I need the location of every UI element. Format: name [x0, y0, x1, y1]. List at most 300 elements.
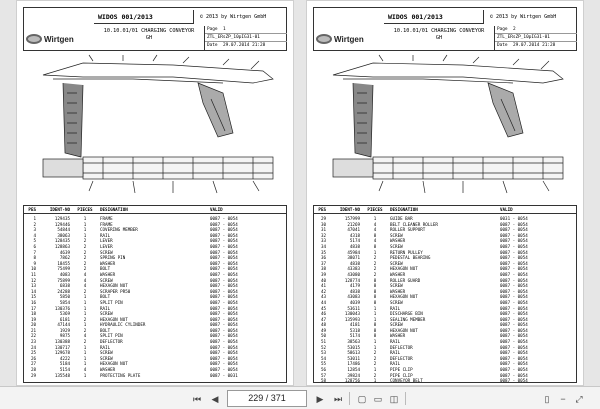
cell-pieces: 1 [83, 355, 87, 361]
cell-pes: 3 [33, 227, 36, 233]
cell-pieces: 1 [83, 299, 87, 305]
cell-valid: 0087 - 0054 [210, 260, 238, 266]
cell-pes: 5 [33, 238, 36, 244]
col-valid: VALID [210, 207, 223, 212]
cell-ident: 53611 [347, 305, 360, 311]
cell-pes: 4 [33, 232, 36, 238]
table-header [314, 206, 576, 214]
cell-designation: DEFLECTOR [390, 355, 413, 361]
wirtgen-logo [26, 30, 90, 48]
cell-designation: SCREW [390, 232, 403, 238]
cell-pieces: 1 [83, 227, 87, 233]
cell-ident: 12854 [347, 367, 360, 373]
cell-ident: 4838 [349, 260, 360, 266]
cell-designation: SCREW [390, 260, 403, 266]
cell-pes: 32 [320, 232, 326, 238]
page-label: Page [497, 27, 508, 32]
cell-pes: 37 [320, 260, 326, 266]
cell-ident: 5174 [349, 238, 360, 244]
cell-valid: 0087 - 0054 [210, 238, 238, 244]
cell-ident: 43383 [347, 266, 360, 272]
next-icon[interactable]: ▶ [316, 394, 324, 404]
cell-designation: HEXAGON NUT [100, 283, 128, 289]
table-body [314, 214, 576, 384]
cell-valid: 0087 - 0054 [500, 299, 528, 305]
cell-pieces: 8 [373, 232, 377, 238]
cell-pieces: 1 [373, 311, 377, 317]
prev-icon[interactable]: ◀ [211, 394, 219, 404]
cell-pieces: 2 [83, 243, 87, 249]
cell-valid: 0087 - 0054 [500, 221, 528, 227]
cell-designation: BOLT [100, 327, 111, 333]
cell-valid: 0087 - 0054 [500, 238, 528, 244]
col-pes: PES [318, 207, 326, 212]
cell-designation: HEXAGON NUT [390, 294, 418, 300]
cell-pes: 53 [320, 350, 326, 356]
toolbar-divider [349, 392, 350, 405]
cell-pieces: 1 [83, 350, 87, 356]
cell-designation: WASHER [390, 288, 406, 294]
cell-valid: 0087 - 0054 [210, 333, 238, 339]
cell-valid: 0087 - 0054 [210, 339, 238, 345]
cell-pes: 23 [30, 339, 36, 345]
cell-pieces: 2 [83, 339, 87, 345]
col-pieces: PIECES [367, 207, 383, 212]
cell-ident: 5854 [59, 299, 70, 305]
cell-pes: 54 [320, 355, 326, 361]
cell-pes: 1 [33, 216, 36, 221]
cell-pes: 31 [320, 227, 326, 233]
cell-pes: 51 [320, 339, 326, 345]
cell-pes: 40 [320, 277, 326, 283]
cell-pes: 50 [320, 333, 326, 339]
cell-designation: RAIL [390, 350, 401, 356]
cell-valid: 0087 - 0054 [500, 327, 528, 333]
cell-ident: 17486 [347, 361, 360, 367]
cell-ident: 4318 [349, 232, 360, 238]
single-page-icon[interactable]: ▯ [544, 394, 550, 404]
cell-pes: 56 [320, 367, 326, 373]
cell-pieces: 2 [373, 372, 377, 378]
cell-valid: 0087 - 0054 [210, 271, 238, 277]
cell-pes: 57 [320, 372, 326, 378]
cell-valid: 0087 - 0054 [210, 344, 238, 350]
copyright-text: © 2013 by Wirtgen GmbH [490, 14, 557, 20]
cell-pes: 26 [30, 355, 36, 361]
cell-pes: 36 [320, 255, 326, 261]
cell-valid: 0087 - 0054 [210, 277, 238, 283]
cell-pes: 46 [320, 311, 326, 317]
logo-brand: Wirtgen [334, 34, 364, 44]
cell-ident: 38071 [347, 255, 360, 261]
cell-pes: 38 [320, 266, 326, 272]
cell-ident: 45984 [347, 249, 360, 255]
cell-designation: HEXAGON NUT [390, 327, 418, 333]
cell-pieces: 1 [373, 316, 377, 322]
skip-back-icon[interactable]: ⏮ [192, 394, 202, 404]
meta-box [494, 26, 577, 51]
cell-valid: 0087 - 0054 [210, 221, 238, 227]
cell-pieces: 2 [83, 238, 87, 244]
cell-designation: SCRAPER PR50 [100, 288, 131, 294]
cell-ident: 54844 [57, 227, 70, 233]
cell-pieces: 1 [373, 367, 377, 373]
table-body [24, 214, 286, 378]
cell-valid: 0087 - 0031 [210, 372, 238, 378]
cell-valid: 0087 - 0054 [210, 227, 238, 233]
cell-designation: SCREW [100, 277, 113, 283]
cell-pieces: 2 [373, 350, 377, 356]
cell-valid: 0087 - 0054 [210, 361, 238, 367]
cell-pieces: 2 [373, 355, 377, 361]
cell-pes: 35 [320, 249, 326, 255]
cell-ident: 130376 [54, 305, 70, 311]
col-designation: DESIGNATION [100, 207, 128, 212]
two-page-icon[interactable]: ◫ [389, 394, 399, 404]
left-page [16, 0, 294, 386]
cell-ident: 129435 [54, 216, 70, 221]
cell-pieces: 8 [373, 299, 377, 305]
cell-pieces: 2 [373, 255, 377, 261]
cell-ident: 128863 [54, 243, 70, 249]
cell-pieces: 4 [83, 271, 87, 277]
col-pieces: PIECES [77, 207, 93, 212]
cell-designation: FRAME [100, 221, 113, 227]
cell-designation: SEALING MEMBER [390, 316, 426, 322]
date-label: Date [207, 43, 218, 48]
col-ident: IDENT-NO [49, 207, 70, 212]
cell-pes: 17 [30, 305, 36, 311]
cell-pieces: 4 [373, 221, 377, 227]
cell-pes: 30 [320, 221, 326, 227]
cell-valid: 0087 - 0054 [500, 271, 528, 277]
cell-valid: 0087 - 0054 [210, 283, 238, 289]
skip-forward-icon[interactable]: ⏭ [333, 394, 343, 404]
cell-ident: 21269 [347, 221, 360, 227]
section-title-line1: 10.10.01/01 CHARGING CONVEYOR [103, 28, 195, 34]
cell-pes: 28 [30, 367, 36, 373]
logo-brand: Wirtgen [44, 34, 74, 44]
cell-pieces: 2 [83, 266, 87, 272]
cell-pes: 19 [30, 316, 36, 322]
cell-pes: 9 [33, 260, 36, 266]
cell-pes: 29 [30, 372, 36, 378]
cell-ident: 135548 [54, 372, 70, 378]
fit-width-icon[interactable]: ▭ [373, 394, 383, 404]
cell-valid: 0087 - 0054 [210, 305, 238, 311]
zoom-in-icon[interactable]: ⤢ [575, 394, 583, 404]
cell-pieces: 2 [373, 271, 377, 277]
cell-designation: RAIL [390, 339, 401, 345]
cell-designation: PEDESTAL BEARING [390, 255, 431, 261]
table-row [24, 373, 286, 379]
cell-ident: 5174 [349, 333, 360, 339]
model-number: WIDOS 001/2013 [94, 10, 194, 24]
cell-ident: 4838 [349, 288, 360, 294]
model-number: WIDOS 001/2013 [384, 10, 484, 24]
cell-designation: RETURN PULLEY [390, 249, 423, 255]
cell-pieces: 8 [373, 283, 377, 289]
cell-ident: 38563 [347, 339, 360, 345]
cell-pieces: 1 [373, 216, 377, 221]
cell-valid: 0087 - 0054 [500, 316, 528, 322]
cell-valid: 0087 - 0054 [210, 216, 238, 221]
cell-pieces: 4 [83, 367, 87, 373]
cell-valid: 0087 - 0054 [210, 249, 238, 255]
cell-pes: 34 [320, 243, 326, 249]
cell-designation: RAIL [100, 305, 111, 311]
cell-ident: 9875 [59, 333, 70, 339]
date-label: Date [497, 43, 508, 48]
cell-ident: 6181 [59, 316, 70, 322]
cell-pes: 25 [30, 350, 36, 356]
cell-designation: SCREW [100, 311, 113, 317]
cell-ident: 38063 [57, 232, 70, 238]
cell-valid: 0087 - 0054 [210, 255, 238, 261]
cell-pes: 11 [30, 271, 36, 277]
cell-pes: 6 [33, 243, 36, 249]
cell-pes: 39 [320, 271, 326, 277]
cell-designation: BELT CLEANER ROLLER [390, 221, 438, 227]
cell-valid: 0087 - 0054 [500, 367, 528, 373]
cell-pieces: 2 [373, 266, 377, 272]
cell-designation: ROLLER SUPPORT [390, 227, 426, 233]
cell-valid: 0087 - 0054 [500, 283, 528, 289]
cell-ident: 128756 [344, 378, 360, 384]
cell-valid: 0087 - 0054 [500, 294, 528, 300]
cell-ident: 47144 [57, 322, 70, 328]
col-ident: IDENT-NO [339, 207, 360, 212]
cell-pieces: 4 [373, 227, 377, 233]
cell-designation: WASHER [390, 333, 406, 339]
cell-pes: 15 [30, 294, 36, 300]
cell-ident: 4639 [59, 249, 70, 255]
cell-ident: 18455 [57, 260, 70, 266]
cell-pieces: 2 [83, 249, 87, 255]
cell-pes: 7 [33, 249, 36, 255]
cell-pieces: 1 [83, 232, 87, 238]
page-value: 2 [513, 27, 516, 32]
cell-designation: LEVER [100, 243, 113, 249]
cell-designation: SCREW [100, 355, 113, 361]
cell-valid: 0087 - 0054 [210, 350, 238, 356]
cell-pieces: 4 [83, 283, 87, 289]
fit-page-icon[interactable]: ▢ [357, 394, 367, 404]
cell-designation: DEFLECTOR [390, 344, 413, 350]
cell-pieces: 1 [83, 294, 87, 300]
cell-ident: 7862 [59, 255, 70, 261]
cell-pes: 21 [30, 327, 36, 333]
cell-pieces: 1 [83, 216, 87, 221]
cell-valid: 0087 - 0054 [500, 322, 528, 328]
section-title [384, 28, 494, 42]
col-valid: VALID [500, 207, 513, 212]
table-header [24, 206, 286, 214]
cell-valid: 0087 - 0054 [500, 243, 528, 249]
cell-pieces: 2 [83, 255, 87, 261]
cell-ident: 75899 [57, 277, 70, 283]
cell-pes: 43 [320, 294, 326, 300]
col-designation: DESIGNATION [390, 207, 418, 212]
page-indicator[interactable]: 229 / 371 [227, 390, 307, 407]
ref-value: ZTL_ERsZP_10pIG31-01 [497, 35, 550, 40]
cell-designation: DEFLECTOR [100, 339, 123, 345]
cell-ident: 157999 [344, 216, 360, 221]
cell-valid: 0087 - 0054 [210, 316, 238, 322]
cell-ident: 53011 [347, 355, 360, 361]
cell-valid: 0087 - 0054 [500, 277, 528, 283]
section-title-line2: GH [435, 35, 443, 41]
parts-table [313, 205, 577, 383]
date-value: 29.07.2014 21:28 [223, 43, 266, 48]
cell-pes: 47 [320, 316, 326, 322]
cell-ident: 128774 [344, 277, 360, 283]
cell-valid: 0087 - 0054 [500, 266, 528, 272]
cell-designation: SCREW [390, 322, 403, 328]
cell-designation: GUIDE BAR [390, 216, 413, 221]
cell-ident: 4222 [59, 355, 70, 361]
date-value: 29.07.2014 21:28 [513, 43, 556, 48]
cell-valid: 0087 - 0054 [500, 378, 528, 384]
cell-designation: ROLLER GUARD [390, 277, 421, 283]
cell-valid: 0087 - 0054 [210, 355, 238, 361]
cell-valid: 0087 - 0054 [210, 327, 238, 333]
cell-ident: 39824 [347, 372, 360, 378]
cell-pes: 14 [30, 288, 36, 294]
cell-designation: HEXAGON NUT [390, 266, 418, 272]
cell-designation: PIPE CLIP [390, 372, 413, 378]
cell-ident: 4838 [349, 243, 360, 249]
cell-valid: 0087 - 0054 [210, 266, 238, 272]
cell-pes: 8 [33, 255, 36, 261]
parts-table [23, 205, 287, 383]
cell-pes: 2 [33, 221, 36, 227]
section-title [94, 28, 204, 42]
section-title-line2: GH [145, 35, 153, 41]
cell-valid: 0087 - 0054 [500, 232, 528, 238]
cell-ident: 58613 [347, 350, 360, 356]
cell-pieces: 4 [83, 277, 87, 283]
cell-valid: 0087 - 0054 [500, 355, 528, 361]
cell-ident: 5318 [349, 327, 360, 333]
cell-ident: 135993 [344, 316, 360, 322]
cell-valid: 0087 - 0054 [500, 249, 528, 255]
cell-valid: 0031 - 0054 [500, 216, 528, 221]
cell-valid: 0087 - 0054 [210, 322, 238, 328]
cell-ident: 6838 [59, 283, 70, 289]
cell-pes: 58 [320, 378, 326, 384]
cell-pes: 12 [30, 277, 36, 283]
cell-designation: SPLIT PIN [100, 333, 123, 339]
cell-ident: 130388 [54, 339, 70, 345]
cell-pes: 24 [30, 344, 36, 350]
cell-ident: 4083 [59, 271, 70, 277]
cell-pieces: 1 [83, 344, 87, 350]
cell-designation: COVERING MEMBER [100, 227, 138, 233]
cell-pes: 41 [320, 283, 326, 289]
cell-designation: DISCHARGE BIN [390, 311, 423, 317]
cell-pieces: 8 [373, 243, 377, 249]
cell-designation: SCREW [390, 299, 403, 305]
toolbar-divider [405, 392, 406, 405]
cell-ident: 130717 [54, 344, 70, 350]
cell-valid: 0087 - 0054 [210, 243, 238, 249]
cell-designation: WASHER [390, 271, 406, 277]
cell-designation: SCREW [390, 283, 403, 289]
logo-disc-icon [26, 34, 42, 44]
cell-ident: 4179 [349, 283, 360, 289]
wirtgen-logo [316, 30, 380, 48]
cell-designation: SCREW [100, 350, 113, 356]
logo-disc-icon [316, 34, 332, 44]
cell-pes: 27 [30, 361, 36, 367]
conveyor-drawing [313, 53, 577, 201]
cell-designation: RAIL [100, 232, 111, 238]
cell-pieces: 8 [373, 294, 377, 300]
cell-pieces: 1 [373, 344, 377, 350]
section-title-line1: 10.10.01/01 CHARGING CONVEYOR [393, 28, 485, 34]
cell-ident: 5369 [59, 311, 70, 317]
cell-designation: LEVER [100, 238, 113, 244]
cell-pieces: 8 [373, 322, 377, 328]
page-header [23, 7, 287, 51]
cell-ident: 129446 [54, 221, 70, 227]
cell-pieces: 1 [83, 221, 87, 227]
cell-designation: RAIL [390, 305, 401, 311]
cell-valid: 0087 - 0054 [500, 361, 528, 367]
cell-pes: 49 [320, 327, 326, 333]
cell-pes: 22 [30, 333, 36, 339]
cell-ident: 5850 [59, 294, 70, 300]
cell-ident: 75499 [57, 266, 70, 272]
cell-pieces: 4 [83, 333, 87, 339]
cell-valid: 0087 - 0054 [500, 372, 528, 378]
cell-ident: 129678 [54, 350, 70, 356]
cell-pieces: 2 [373, 361, 377, 367]
right-page [306, 0, 584, 386]
cell-pes: 55 [320, 361, 326, 367]
cell-pieces: 2 [83, 316, 87, 322]
cell-designation: SCREW [390, 243, 403, 249]
cell-pieces: 8 [373, 288, 377, 294]
cell-designation: SCREW [100, 249, 113, 255]
cell-pieces: 1 [373, 249, 377, 255]
cell-pes: 16 [30, 299, 36, 305]
col-pes: PES [28, 207, 36, 212]
cell-designation: SPLIT PIN [100, 299, 123, 305]
copyright-text: © 2013 by Wirtgen GmbH [200, 14, 267, 20]
cell-pieces: 1 [83, 372, 87, 378]
conveyor-drawing [23, 53, 287, 201]
cell-pieces: 1 [83, 311, 87, 317]
cell-pieces: 2 [83, 288, 87, 294]
cell-designation: HEXAGON NUT [100, 316, 128, 322]
cell-designation: BOLT [100, 266, 111, 272]
cell-valid: 0087 - 0054 [500, 227, 528, 233]
cell-pes: 13 [30, 283, 36, 289]
cell-designation: WASHER [100, 260, 116, 266]
cell-pes: 18 [30, 311, 36, 317]
cell-valid: 0087 - 0054 [210, 299, 238, 305]
zoom-out-icon[interactable]: − [560, 394, 566, 404]
viewer-toolbar [0, 386, 600, 409]
cell-pieces: 2 [83, 327, 87, 333]
cell-ident: 130043 [344, 311, 360, 317]
cell-ident: 47041 [347, 227, 360, 233]
cell-valid: 0087 - 0054 [210, 311, 238, 317]
cell-pes: 20 [30, 322, 36, 328]
cell-pieces: 4 [373, 238, 377, 244]
